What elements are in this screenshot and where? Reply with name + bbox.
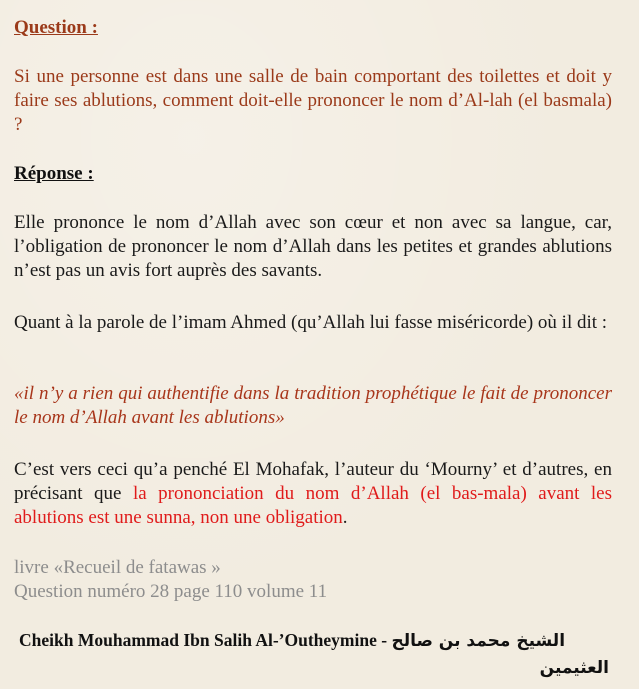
answer-paragraph-2: Quant à la parole de l’imam Ahmed (qu’Allah lui fasse miséricorde) où il dit :	[14, 312, 608, 333]
answer-paragraph-1: Elle prononce le nom d’Allah avec son cœur et non avec sa langue, car, l’obligation de prononcer le nom d’Allah dans les petites et grandes ablutions n’est pas un avis fort auprès des savants.	[14, 212, 612, 281]
question-text: Si une personne est dans une salle de bain comportant des toilettes et doit y faire ses ablutions, comment doit-elle prononcer le nom d’Al-lah (el basmala) ?	[14, 66, 612, 135]
source-book: livre «Recueil de fatawas »	[14, 557, 221, 578]
answer-paragraph-3-end: .	[342, 507, 348, 528]
answer-paragraph-3-start: C’est vers ceci qu’a penché El Mohafak, l’auteur du ‘Mourny’ et d’autres, en précisant que	[14, 459, 612, 504]
author-arabic-name-1: الشيخ محمد بن صالح	[391, 631, 566, 651]
answer-heading: Réponse :	[14, 163, 94, 184]
source-location: Question numéro 28 page 110 volume 11	[14, 581, 328, 602]
answer-paragraph-3	[14, 458, 612, 530]
question-heading: Question :	[14, 17, 98, 38]
author-arabic-name-2: العثيمين	[539, 658, 609, 678]
source-reference	[14, 556, 612, 604]
author-signature	[19, 627, 615, 682]
answer-highlight: la prononciation du nom d’Allah (el bas-mala) avant les ablutions est une sunna, non une obligation	[14, 483, 612, 528]
author-latin-name: Cheikh Mouhammad Ibn Salih Al-’Outheymine -	[19, 630, 392, 650]
quote-text: «il n’y a rien qui authentifie dans la tradition prophétique le fait de prononcer le nom d’Allah avant les ablutions»	[14, 383, 612, 428]
